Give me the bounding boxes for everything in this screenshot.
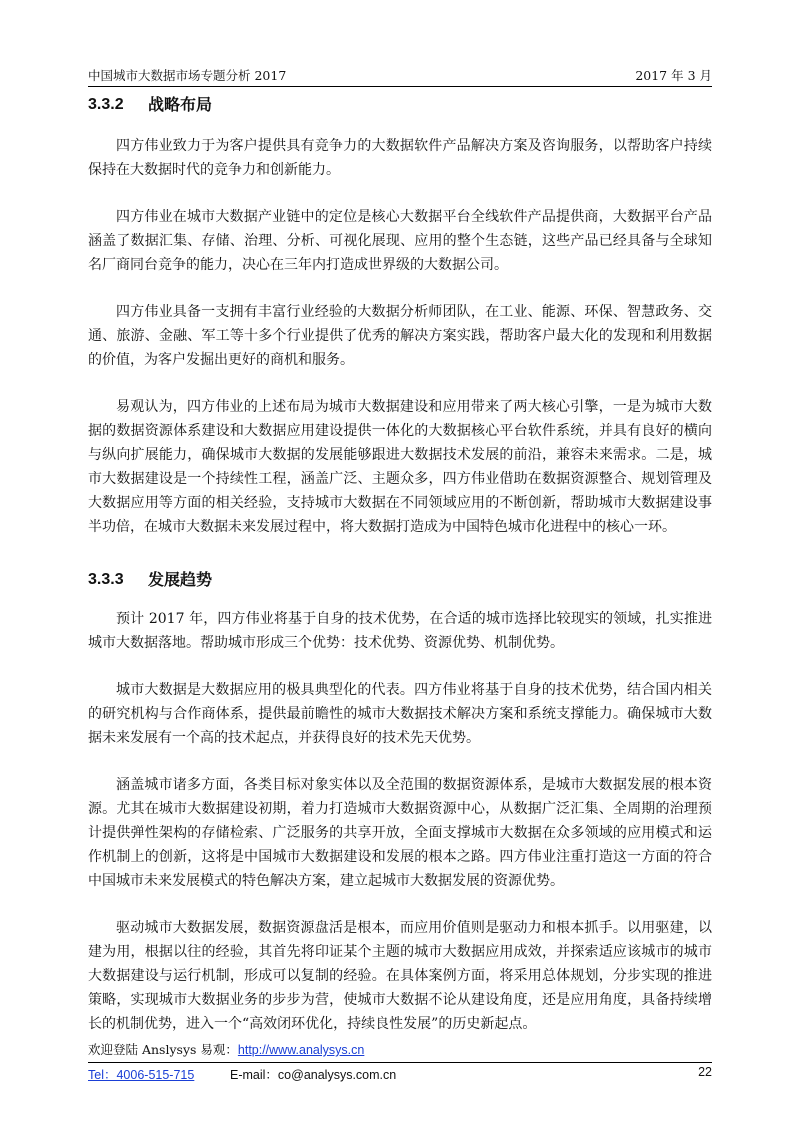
footer-welcome-line [88,1040,712,1062]
page-content [88,84,712,1059]
website-link[interactable]: http://www.analysys.cn [237,1043,365,1057]
tel-link[interactable]: Tel：4006-515-715 [88,1068,195,1082]
section-number: 3.3.2 [88,96,124,113]
paragraph: 四方伟业在城市大数据产业链中的定位是核心大数据平台全线软件产品提供商，大数据平台产品涵盖了数据汇集、存储、治理、分析、可视化展现、应用的整个生态链，这些产品已经具备与全球知名厂商同台竞争的能力，决心在三年内打造成世界级的大数据公司。 [88,209,712,273]
paragraph: 易观认为，四方伟业的上述布局为城市大数据建设和应用带来了两大核心引擎，一是为城市大数据的数据资源体系建设和大数据应用建设提供一体化的大数据核心平台软件系统，并具有良好的横向与纵向扩展能力，确保城市大数据的发展能够跟进大数据技术发展的前沿，兼容未来需求。二是，城市大数据建设是一个持续性工程，涵盖广泛、主题众多，四方伟业借助在数据资源整合、规划管理及大数据应用等方面的相关经验，支持城市大数据在不同领域应用的不断创新，帮助城市大数据建设事半功倍，在城市大数据未来发展过程中，将大数据打造成为中国特色城市化进程中的核心一环。 [88,399,712,535]
paragraph: 四方伟业具备一支拥有丰富行业经验的大数据分析师团队，在工业、能源、环保、智慧政务、交通、旅游、金融、军工等十多个行业提供了优秀的解决方案实践，帮助客户最大化的发现和利用数据的价值，为客户发掘出更好的商机和服务。 [88,304,712,368]
paragraph: 预计 2017 年，四方伟业将基于自身的技术优势，在合适的城市选择比较现实的领域，扎实推进城市大数据落地。帮助城市形成三个优势：技术优势、资源优势、机制优势。 [88,611,712,651]
section-number: 3.3.3 [88,571,124,588]
paragraph: 涵盖城市诸多方面，各类目标对象实体以及全范围的数据资源体系，是城市大数据发展的根本资源。尤其在城市大数据建设初期，着力打造城市大数据资源中心，从数据广泛汇集、全周期的治理预计提供弹性架构的存储检索、广泛服务的共享开放，全面支撑城市大数据在众多领域的应用模式和运作机制上的创新，这将是中国城市大数据建设和发展的根本之路。四方伟业注重打造这一方面的符合中国城市未来发展模式的特色解决方案，建立起城市大数据发展的资源优势。 [88,777,712,889]
footer-welcome: 欢迎登陆 Anslysys 易观： [88,1042,238,1057]
email-address[interactable]: co@analysys.com.cn [277,1068,397,1082]
header-title: 中国城市大数据市场专题分析 2017 [88,68,287,83]
section-title: 战略布局 [148,95,213,114]
paragraph: 驱动城市大数据发展，数据资源盘活是根本，而应用价值则是驱动力和根本抓手。以用驱建，以建为用，根据以往的经验，其首先将印证某个主题的城市大数据应用成效，并探索适应该城市的城市大数据建设与运行机制，形成可以复制的经验。在具体案例方面，将采用总体规划，分步实现的推进策略，实现城市大数据业务的步步为营，使城市大数据不论从建设角度，还是应用角度，具备持续增长的机制优势，进入一个“高效闭环优化，持续良性发展”的历史新起点。 [88,920,712,1032]
section-title: 发展趋势 [148,570,213,589]
paragraph: 城市大数据是大数据应用的极具典型化的代表。四方伟业将基于自身的技术优势，结合国内相关的研究机构与合作商体系，提供最前瞻性的城市大数据技术解决方案和系统支撑能力。确保城市大数据未来发展有一个高的技术起点，并获得良好的技术先天优势。 [88,682,712,746]
page-number: 22 [698,1065,712,1079]
header-date: 2017 年 3 月 [635,68,712,83]
footer-contact-line [88,1062,712,1087]
section-heading [88,562,712,598]
page-footer [88,1040,712,1087]
paragraph: 四方伟业致力于为客户提供具有竞争力的大数据软件产品解决方案及咨询服务，以帮助客户持续保持在大数据时代的竞争力和创新能力。 [88,138,712,178]
section-heading [88,87,712,123]
email-label: E-mail： [230,1068,278,1082]
